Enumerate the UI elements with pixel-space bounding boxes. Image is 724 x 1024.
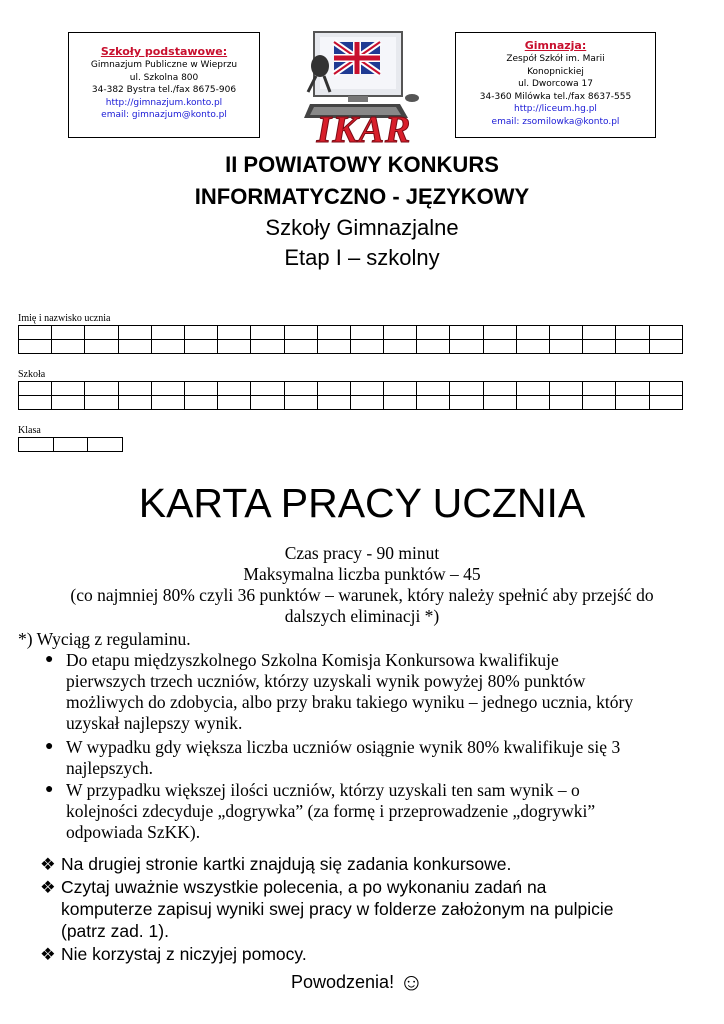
letter-cell[interactable] bbox=[19, 396, 52, 410]
letter-cell[interactable] bbox=[484, 326, 517, 340]
middle-schools-box bbox=[455, 32, 656, 138]
letter-cell[interactable] bbox=[550, 326, 583, 340]
letter-cell[interactable] bbox=[52, 382, 85, 396]
primary-school-city-phone: 34-382 Bystra tel./fax 8675-906 bbox=[91, 85, 237, 95]
letter-cell[interactable] bbox=[384, 382, 417, 396]
letter-cell[interactable] bbox=[351, 340, 384, 354]
letter-cell[interactable] bbox=[318, 382, 351, 396]
middle-school-city-phone: 34-360 Milówka tel./fax 8637-555 bbox=[479, 91, 632, 102]
diamond-bullet-icon: ❖ bbox=[40, 854, 56, 874]
letter-cell[interactable] bbox=[85, 382, 118, 396]
letter-cell[interactable] bbox=[616, 326, 649, 340]
letter-cell[interactable] bbox=[152, 396, 185, 410]
primary-school-url[interactable]: http://gimnazjum.konto.pl bbox=[105, 97, 223, 108]
primary-schools-box bbox=[68, 32, 260, 138]
letter-cell[interactable] bbox=[52, 326, 85, 340]
primary-school-email[interactable]: email: gimnazjum@konto.pl bbox=[101, 110, 227, 120]
good-luck-text bbox=[291, 969, 424, 996]
letter-cell[interactable] bbox=[517, 326, 550, 340]
letter-cell[interactable] bbox=[351, 396, 384, 410]
letter-cell[interactable] bbox=[351, 326, 384, 340]
contest-title-line1: II POWIATOWY KONKURS bbox=[225, 152, 499, 177]
middle-school-email[interactable]: email: zsomilowka@konto.pl bbox=[491, 116, 620, 127]
contest-stage: Etap I – szkolny bbox=[284, 245, 440, 270]
threshold-info-cont: dalszych eliminacji *) bbox=[284, 606, 440, 626]
letter-cell[interactable] bbox=[550, 396, 583, 410]
letter-cell[interactable] bbox=[550, 382, 583, 396]
letter-cell[interactable] bbox=[450, 326, 483, 340]
letter-cell[interactable] bbox=[285, 396, 318, 410]
diamond-bullet-icon: ❖ bbox=[40, 944, 56, 964]
rule-1-line: pierwszych trzech uczniów, którzy uzyskali wynik powyżej 80% punktów bbox=[66, 671, 586, 691]
letter-cell[interactable] bbox=[417, 340, 450, 354]
letter-cell[interactable] bbox=[417, 396, 450, 410]
letter-cell[interactable] bbox=[19, 326, 52, 340]
letter-cell[interactable] bbox=[616, 340, 649, 354]
letter-cell[interactable] bbox=[583, 340, 616, 354]
letter-cell[interactable] bbox=[85, 340, 118, 354]
diamond-bullet-icon: ❖ bbox=[40, 877, 56, 897]
letter-cell[interactable] bbox=[119, 340, 152, 354]
instruction-2-line: (patrz zad. 1). bbox=[61, 921, 169, 941]
student-name-label: Imię i nazwisko ucznia bbox=[18, 313, 111, 324]
logo-text: IKAR bbox=[316, 109, 412, 151]
letter-cell[interactable] bbox=[384, 326, 417, 340]
good-luck-label: Powodzenia! bbox=[291, 972, 395, 992]
rule-3-line: W przypadku większej ilości uczniów, którzy uzyskali ten sam wynik – o bbox=[66, 780, 580, 800]
letter-cell[interactable] bbox=[517, 396, 550, 410]
letter-cell[interactable] bbox=[251, 382, 284, 396]
letter-cell[interactable] bbox=[85, 326, 118, 340]
rule-2-line: W wypadku gdy większa liczba uczniów osiągnie wynik 80% kwalifikuje się 3 bbox=[66, 737, 621, 757]
rule-3-line: kolejności zdecyduje „dogrywka” (za formę i przeprowadzenie „dogrywki” bbox=[66, 801, 596, 821]
letter-cell[interactable] bbox=[484, 340, 517, 354]
instruction-2-line: Czytaj uważnie wszystkie polecenia, a po wykonaniu zadań na bbox=[61, 877, 547, 897]
rule-1-line: Do etapu międzyszkolnego Szkolna Komisja Konkursowa kwalifikuje bbox=[66, 650, 559, 670]
letter-cell[interactable] bbox=[88, 438, 123, 452]
primary-school-name: Gimnazjum Publiczne w Wieprzu bbox=[90, 60, 238, 70]
letter-cell[interactable] bbox=[450, 396, 483, 410]
primary-school-street: ul. Szkolna 800 bbox=[129, 72, 199, 83]
letter-cell[interactable] bbox=[583, 382, 616, 396]
letter-cell[interactable] bbox=[583, 326, 616, 340]
middle-school-name-1: Zespół Szkół im. Marii bbox=[506, 54, 605, 64]
letter-cell[interactable] bbox=[218, 340, 251, 354]
letter-cell[interactable] bbox=[19, 438, 54, 452]
letter-cell[interactable] bbox=[218, 396, 251, 410]
letter-cell[interactable] bbox=[119, 326, 152, 340]
threshold-info: (co najmniej 80% czyli 36 punktów – warunek, który należy spełnić aby przejść do bbox=[70, 585, 654, 605]
instruction-1-line: Na drugiej stronie kartki znajdują się zadania konkursowe. bbox=[61, 854, 512, 874]
smiley-icon: ☺ bbox=[399, 969, 424, 996]
letter-cell[interactable] bbox=[517, 340, 550, 354]
letter-cell[interactable] bbox=[251, 326, 284, 340]
letter-cell[interactable] bbox=[19, 382, 52, 396]
letter-cell[interactable] bbox=[251, 340, 284, 354]
time-info: Czas pracy - 90 minut bbox=[284, 543, 440, 563]
instruction-3-line: Nie korzystaj z niczyjej pomocy. bbox=[61, 944, 307, 964]
letter-cell[interactable] bbox=[285, 382, 318, 396]
letter-cell[interactable] bbox=[152, 326, 185, 340]
class-field[interactable] bbox=[18, 437, 123, 452]
ikar-logo bbox=[290, 26, 435, 151]
letter-cell[interactable] bbox=[450, 382, 483, 396]
letter-cell[interactable] bbox=[218, 382, 251, 396]
rules-heading: *) Wyciąg z regulaminu. bbox=[18, 629, 191, 649]
letter-cell[interactable] bbox=[417, 326, 450, 340]
letter-cell[interactable] bbox=[650, 340, 683, 354]
letter-cell[interactable] bbox=[450, 340, 483, 354]
letter-cell[interactable] bbox=[19, 340, 52, 354]
letter-cell[interactable] bbox=[152, 340, 185, 354]
rule-3-line: odpowiada SzKK). bbox=[66, 822, 201, 842]
letter-cell[interactable] bbox=[185, 396, 218, 410]
letter-cell[interactable] bbox=[285, 326, 318, 340]
middle-school-street: ul. Dworcowa 17 bbox=[518, 79, 593, 89]
letter-cell[interactable] bbox=[185, 340, 218, 354]
letter-cell[interactable] bbox=[484, 396, 517, 410]
bullet-icon: ● bbox=[45, 739, 54, 754]
middle-schools-title: Gimnazja: bbox=[524, 39, 587, 52]
letter-cell[interactable] bbox=[318, 396, 351, 410]
contest-subtitle: Szkoły Gimnazjalne bbox=[265, 215, 459, 240]
school-label: Szkoła bbox=[18, 369, 46, 380]
school-field[interactable] bbox=[18, 381, 683, 410]
letter-cell[interactable] bbox=[119, 396, 152, 410]
letter-cell[interactable] bbox=[650, 382, 683, 396]
letter-cell[interactable] bbox=[484, 382, 517, 396]
rule-1-line: możliwych do zdobycia, albo przy braku takiego wyniku – jednego ucznia, który bbox=[66, 692, 634, 712]
rule-2-line: najlepszych. bbox=[66, 758, 153, 778]
letter-cell[interactable] bbox=[384, 340, 417, 354]
middle-school-url[interactable]: http://liceum.hg.pl bbox=[514, 104, 597, 114]
letter-cell[interactable] bbox=[52, 340, 85, 354]
letter-cell[interactable] bbox=[218, 326, 251, 340]
letter-cell[interactable] bbox=[550, 340, 583, 354]
letter-cell[interactable] bbox=[616, 396, 649, 410]
student-name-field[interactable] bbox=[18, 325, 683, 354]
middle-school-name-2: Konopnickiej bbox=[527, 66, 584, 77]
bullet-icon: ● bbox=[45, 652, 54, 667]
bullet-icon: ● bbox=[45, 782, 54, 797]
letter-cell[interactable] bbox=[384, 396, 417, 410]
letter-cell[interactable] bbox=[185, 326, 218, 340]
letter-cell[interactable] bbox=[119, 382, 152, 396]
letter-cell[interactable] bbox=[318, 326, 351, 340]
letter-cell[interactable] bbox=[54, 438, 89, 452]
primary-schools-title: Szkoły podstawowe: bbox=[100, 45, 228, 58]
rule-1-line: uzyskał najlepszy wynik. bbox=[66, 713, 243, 733]
max-points-info: Maksymalna liczba punktów – 45 bbox=[243, 564, 481, 584]
letter-cell[interactable] bbox=[517, 382, 550, 396]
worksheet-title: KARTA PRACY UCZNIA bbox=[138, 480, 586, 526]
letter-cell[interactable] bbox=[583, 396, 616, 410]
letter-cell[interactable] bbox=[185, 382, 218, 396]
letter-cell[interactable] bbox=[85, 396, 118, 410]
class-label: Klasa bbox=[18, 425, 41, 436]
letter-cell[interactable] bbox=[351, 382, 384, 396]
letter-cell[interactable] bbox=[650, 396, 683, 410]
contest-title-line2: INFORMATYCZNO - JĘZYKOWY bbox=[194, 184, 530, 209]
instruction-2-line: komputerze zapisuj wyniki swej pracy w folderze założonym na pulpicie bbox=[61, 899, 614, 919]
letter-cell[interactable] bbox=[616, 382, 649, 396]
letter-cell[interactable] bbox=[650, 326, 683, 340]
letter-cell[interactable] bbox=[251, 396, 284, 410]
letter-cell[interactable] bbox=[152, 382, 185, 396]
letter-cell[interactable] bbox=[285, 340, 318, 354]
letter-cell[interactable] bbox=[417, 382, 450, 396]
letter-cell[interactable] bbox=[318, 340, 351, 354]
letter-cell[interactable] bbox=[52, 396, 85, 410]
